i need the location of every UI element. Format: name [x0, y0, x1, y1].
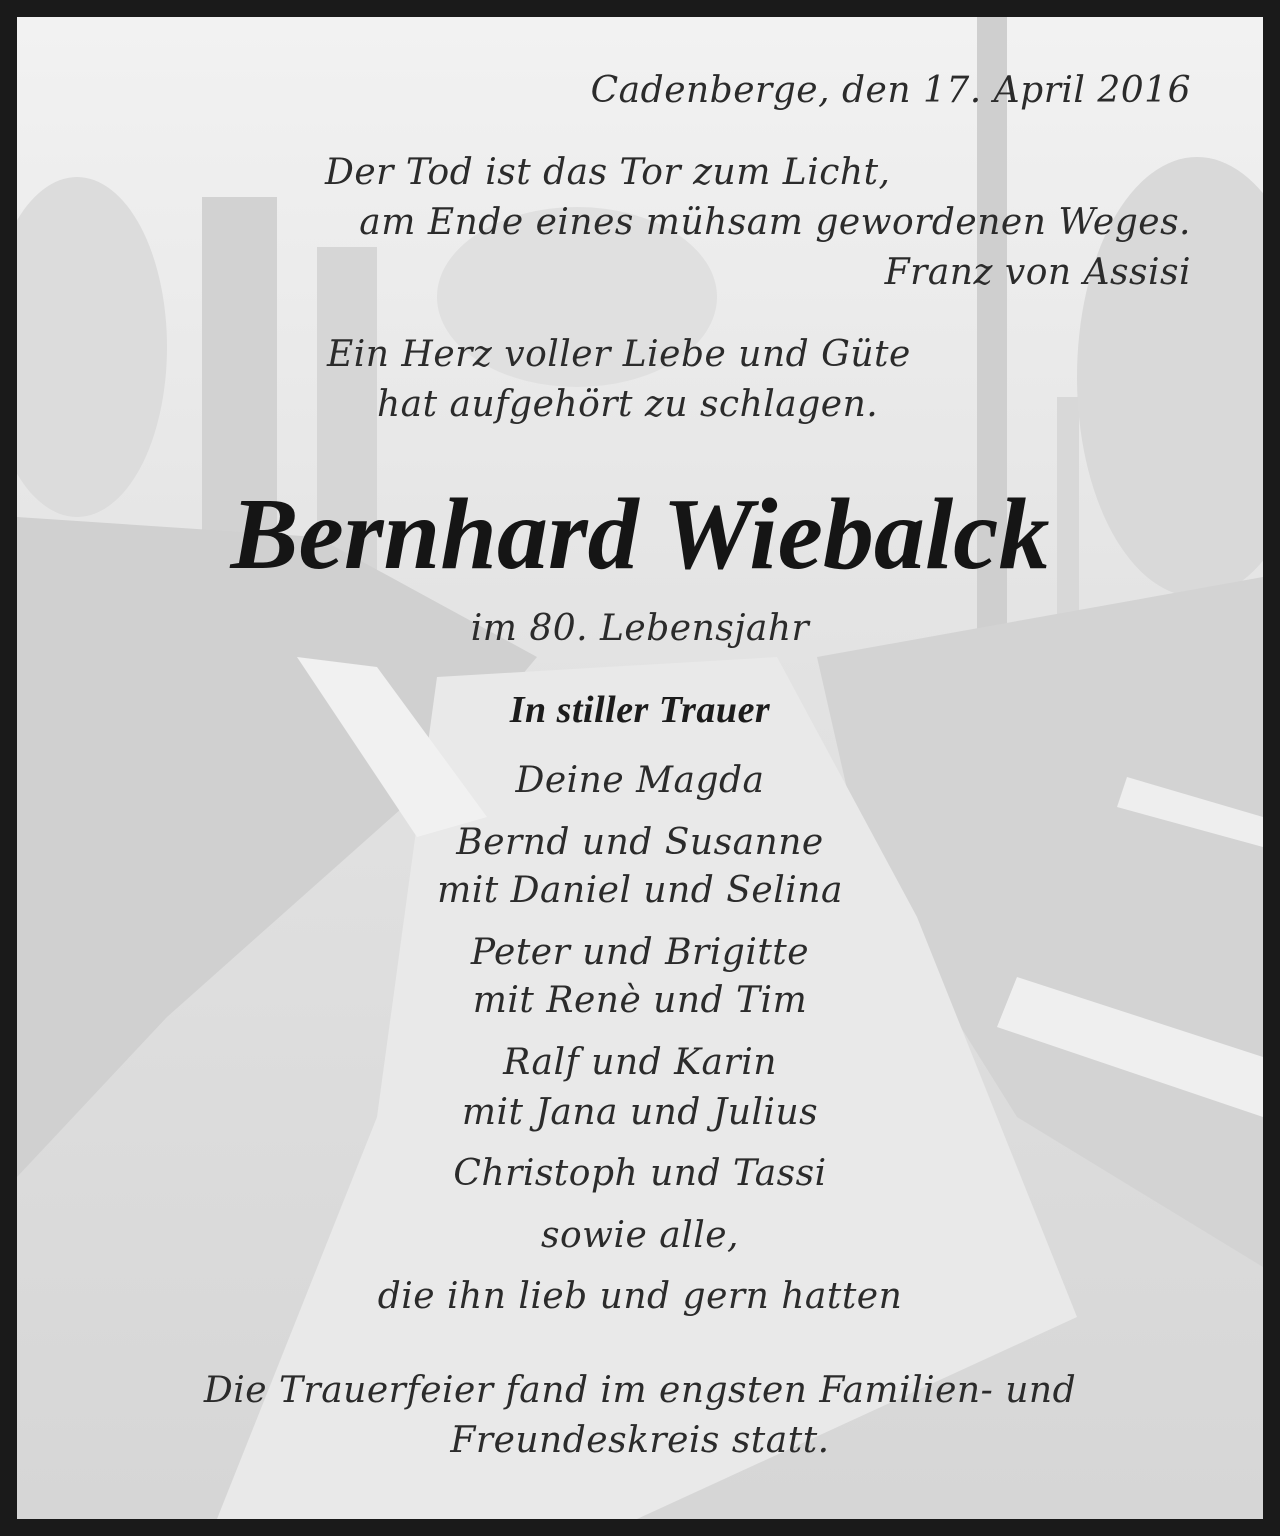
mourner-line: sowie alle, — [541, 1215, 739, 1256]
mourner-line: die ihn lieb und gern hatten — [377, 1276, 903, 1317]
verse-line-2: hat aufgehört zu schlagen. — [377, 384, 879, 425]
quote-author: Franz von Assisi — [884, 252, 1191, 293]
mourner-line: Christoph und Tassi — [453, 1153, 827, 1194]
deceased-name: Bernhard Wiebalck — [230, 478, 1050, 591]
age-line: im 80. Lebensjahr — [470, 608, 810, 649]
mourner-line: Peter und Brigitte — [470, 932, 810, 973]
closing-line-1: Die Trauerfeier fand im engsten Familien- und — [203, 1370, 1077, 1411]
quote-line-2: am Ende eines mühsam gewordenen Weges. — [359, 202, 1191, 243]
quote-line-1: Der Tod ist das Tor zum Licht, — [325, 152, 891, 193]
mourner-line: mit Renè und Tim — [472, 980, 808, 1021]
verse-line-1: Ein Herz voller Liebe und Güte — [327, 334, 911, 375]
closing-line-2: Freundeskreis statt. — [450, 1420, 830, 1461]
mourner-line: Ralf und Karin — [503, 1042, 777, 1083]
dateline: Cadenberge, den 17. April 2016 — [590, 70, 1191, 111]
mourner-line: mit Daniel und Selina — [437, 870, 843, 911]
mourner-line: Deine Magda — [515, 760, 765, 801]
mourner-line: mit Jana und Julius — [461, 1092, 819, 1133]
mourning-heading: In stiller Trauer — [509, 689, 771, 731]
mourner-line: Bernd und Susanne — [456, 822, 824, 863]
